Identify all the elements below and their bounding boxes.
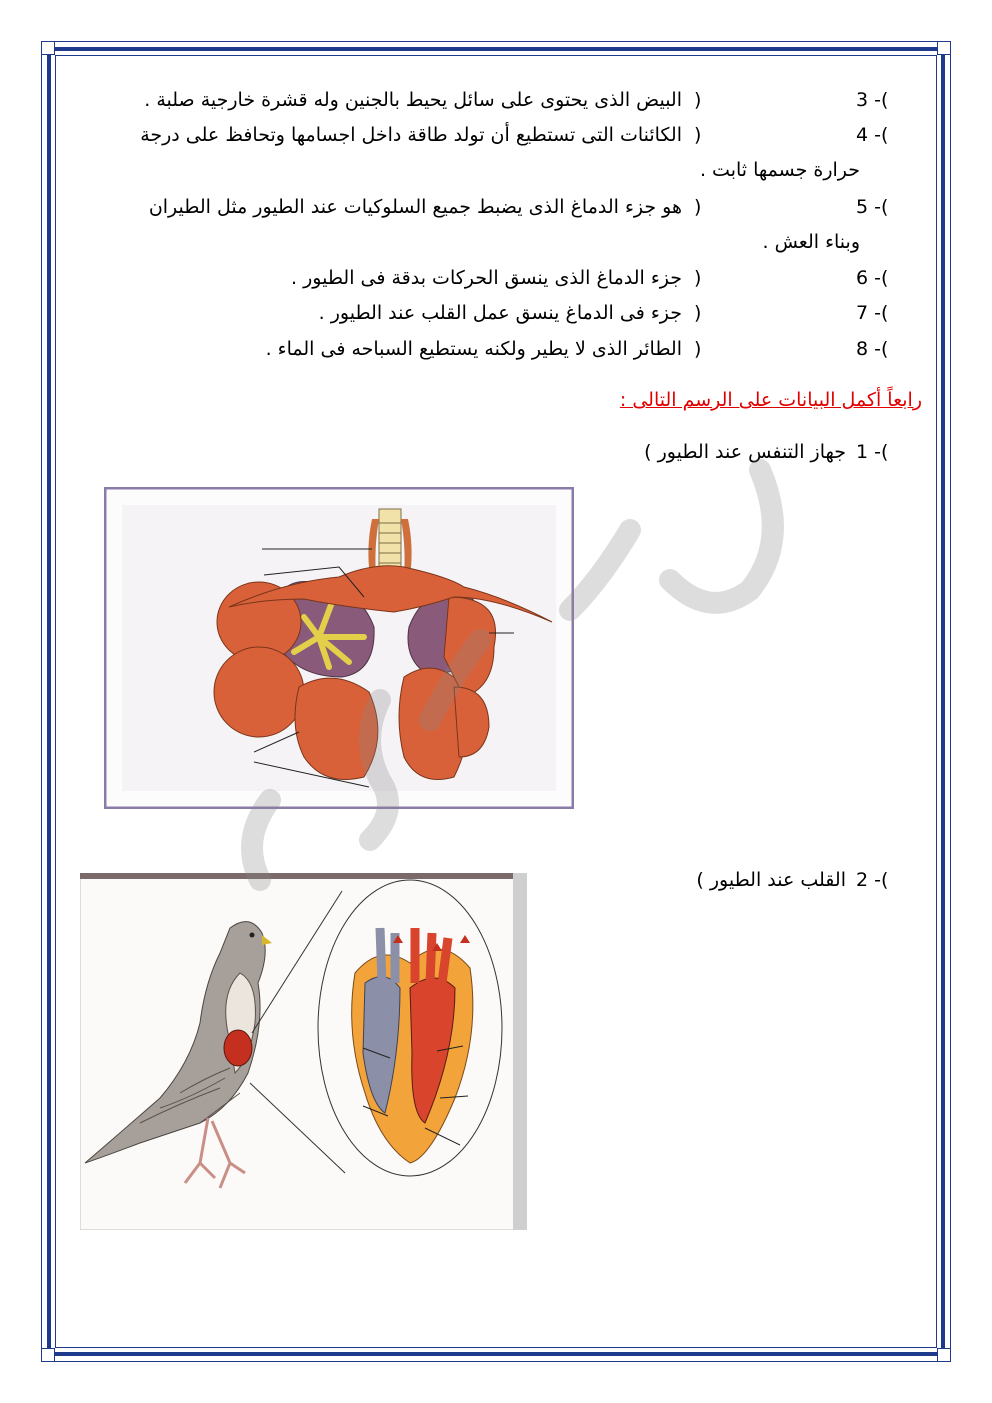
border-corner <box>937 41 951 55</box>
question-number: 6 -( <box>856 267 889 289</box>
question-text: جزء الدماغ الذى ينسق الحركات بدقة فى الطيور . <box>291 267 682 289</box>
bird-heart-diagram <box>80 873 527 1230</box>
question-number: 7 -( <box>856 302 889 324</box>
question-number: 3 -( <box>856 89 889 111</box>
item-title: جهاز التنفس عند الطيور ) <box>644 441 846 463</box>
border-corner <box>937 1348 951 1362</box>
answer-blank-close: ) <box>694 302 702 324</box>
answer-blank-close: ) <box>694 338 702 360</box>
border-corner <box>41 1348 55 1362</box>
answer-blank-close: ) <box>694 89 702 111</box>
question-number: 5 -( <box>856 196 889 218</box>
question-number: 8 -( <box>856 338 889 360</box>
question-text-continued: حرارة جسمها ثابت . <box>699 159 860 181</box>
question-text: البيض الذى يحتوى على سائل يحيط بالجنين وله قشرة خارجية صلبة . <box>144 89 682 111</box>
respiratory-diagram <box>104 487 574 809</box>
answer-blank-close: ) <box>694 267 702 289</box>
item-number: 1 -( <box>856 441 889 463</box>
question-text: الطائر الذى لا يطير ولكنه يستطيع السباحه فى الماء . <box>265 338 682 360</box>
question-text-continued: وبناء العش . <box>762 231 860 253</box>
question-text: جزء فى الدماغ ينسق عمل القلب عند الطيور . <box>318 302 682 324</box>
answer-blank-close: ) <box>694 124 702 146</box>
question-number: 4 -( <box>856 124 889 146</box>
question-text: هو جزء الدماغ الذى يضبط جميع السلوكيات عند الطيور مثل الطيران <box>148 196 682 218</box>
border-corner <box>41 41 55 55</box>
question-text: الكائنات التى تستطيع أن تولد طاقة داخل اجسامها وتحافظ على درجة <box>140 124 682 146</box>
item-title: القلب عند الطيور ) <box>696 869 846 891</box>
answer-blank-close: ) <box>694 196 702 218</box>
section-heading: رابعاً أكمل البيانات على الرسم التالى : <box>619 389 922 411</box>
item-number: 2 -( <box>856 869 889 891</box>
